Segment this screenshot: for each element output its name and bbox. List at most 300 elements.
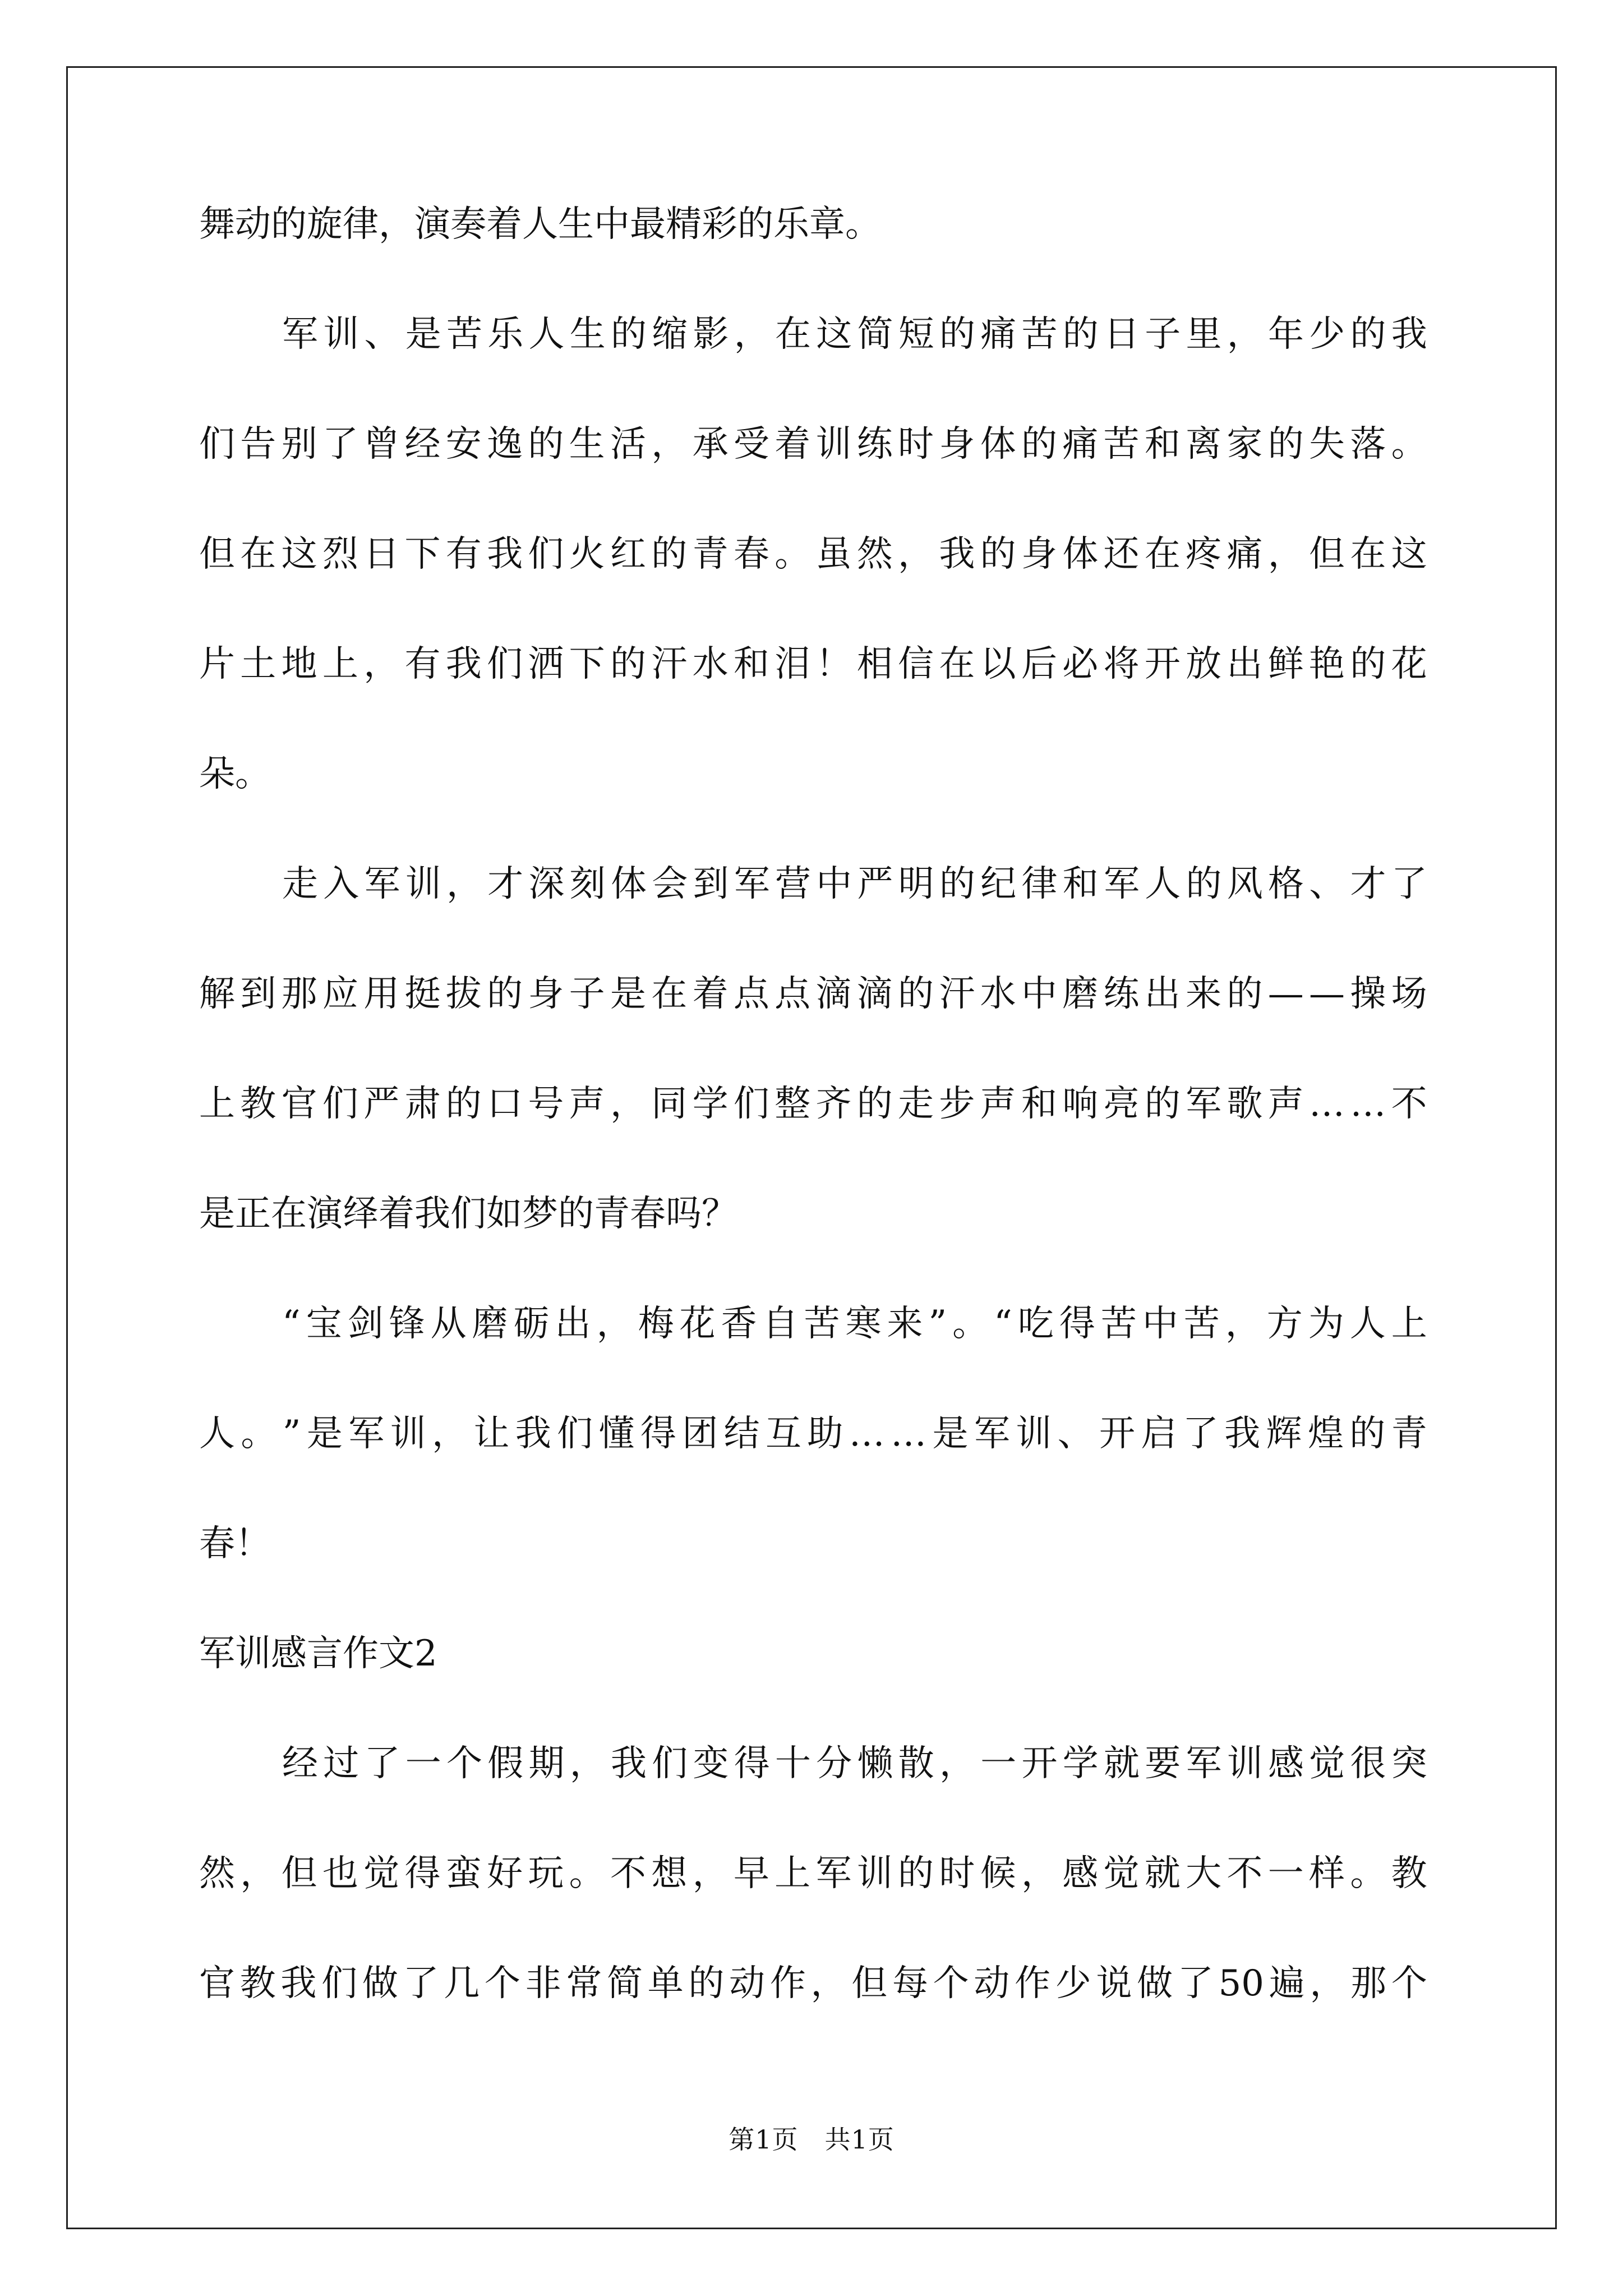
text-glyph: 教 <box>239 1963 276 2004</box>
text-glyph: 体 <box>980 424 1016 465</box>
text-glyph: 军 <box>348 1413 385 1455</box>
text-glyph: 风 <box>1227 863 1263 905</box>
text-glyph: 早 <box>733 1853 769 1894</box>
text-glyph: 才 <box>1350 863 1386 905</box>
text-glyph: 苦 <box>1103 424 1140 465</box>
text-glyph: 为 <box>1308 1303 1344 1345</box>
text-glyph: 汗 <box>939 973 975 1015</box>
text-glyph: 了 <box>1391 863 1427 905</box>
paragraph-line <box>199 642 1427 687</box>
text-glyph: 下 <box>404 533 441 575</box>
paragraph-line <box>199 532 1427 577</box>
text-glyph: 散 <box>898 1743 934 1784</box>
section-heading: 军训感言作文2 <box>199 1633 437 1674</box>
text-glyph: 滴 <box>856 973 893 1015</box>
paragraph-line <box>199 422 1427 467</box>
text-glyph: 入 <box>323 863 359 905</box>
text-glyph: 后 <box>1021 643 1057 685</box>
text-glyph: 懂 <box>598 1413 635 1455</box>
text-glyph: 变 <box>693 1743 729 1784</box>
text-glyph: 得 <box>640 1413 676 1455</box>
text-glyph: 们 <box>199 424 235 465</box>
text-glyph: 军 <box>1186 1743 1222 1784</box>
text-glyph: 经 <box>282 1743 318 1784</box>
text-glyph: 的 <box>939 863 975 905</box>
text-glyph: 律 <box>1021 863 1058 905</box>
paragraph-line <box>199 1082 1427 1126</box>
text-glyph: 声 <box>980 1083 1016 1125</box>
text-glyph: 。 <box>569 1853 605 1894</box>
text-glyph: — <box>1309 973 1345 1015</box>
text-glyph: 训 <box>1227 1743 1263 1784</box>
text-glyph: 苦 <box>1021 314 1058 355</box>
text-glyph: 假 <box>487 1743 524 1784</box>
text-glyph: 了 <box>403 1963 439 2004</box>
text-glyph: 军 <box>1186 1083 1222 1125</box>
text-glyph: ， <box>596 1303 633 1345</box>
text-glyph: 的 <box>1021 424 1057 465</box>
text-glyph: 不 <box>1227 1853 1263 1894</box>
text-glyph: 人 <box>1145 863 1181 905</box>
text-glyph: ” <box>282 1413 301 1455</box>
text-glyph: 做 <box>1137 1963 1173 2004</box>
text-glyph: 的 <box>487 973 523 1015</box>
text-glyph: 的 <box>1350 643 1386 685</box>
text-glyph: 场 <box>1391 973 1427 1015</box>
text-glyph: 助 <box>807 1413 843 1455</box>
text-glyph: 亮 <box>1103 1083 1140 1125</box>
page-border <box>66 66 1557 2229</box>
text-glyph: 才 <box>487 863 524 905</box>
text-glyph: 明 <box>898 863 934 905</box>
text-glyph: 以 <box>980 643 1016 685</box>
text-glyph: 会 <box>652 863 688 905</box>
text-glyph: 们 <box>652 1743 688 1784</box>
text-glyph: 是 <box>405 314 441 355</box>
text-glyph: 的 <box>1062 314 1099 355</box>
text-glyph: ！ <box>815 643 852 685</box>
text-glyph: 了 <box>322 424 358 465</box>
text-glyph: 肃 <box>404 1083 441 1125</box>
text-glyph: 个 <box>446 1743 482 1784</box>
text-glyph: 在 <box>651 973 688 1015</box>
text-glyph: 时 <box>898 424 934 465</box>
text-glyph: 承 <box>692 424 728 465</box>
text-glyph: 苦 <box>804 1303 840 1345</box>
text-glyph: 口 <box>487 1083 523 1125</box>
text-glyph: 一 <box>405 1743 441 1784</box>
text-glyph: 但 <box>1309 533 1345 575</box>
text-glyph: 我 <box>611 1743 647 1784</box>
text-glyph: 走 <box>282 863 318 905</box>
text-glyph: 学 <box>1062 1743 1099 1784</box>
text-glyph: 缩 <box>652 314 688 355</box>
text-glyph: 在 <box>775 314 811 355</box>
text-glyph: 虽 <box>815 533 852 575</box>
text-glyph: 每 <box>892 1963 928 2004</box>
text-glyph: 放 <box>1186 643 1222 685</box>
text-glyph: 就 <box>1144 1853 1181 1894</box>
text-glyph: 训 <box>405 863 441 905</box>
text-glyph: 的 <box>1267 424 1304 465</box>
text-glyph: 懒 <box>857 1743 893 1784</box>
text-glyph: 花 <box>1391 643 1427 685</box>
text-glyph: 汗 <box>651 643 688 685</box>
text-glyph: 方 <box>1266 1303 1303 1345</box>
text-glyph: ， <box>1225 1303 1261 1345</box>
text-glyph: 乐 <box>487 314 524 355</box>
text-glyph: 红 <box>610 533 646 575</box>
text-glyph: 纪 <box>980 863 1017 905</box>
text-glyph: 我 <box>1391 314 1427 355</box>
text-glyph: … <box>849 1413 885 1455</box>
text-glyph: 日 <box>363 533 400 575</box>
text-glyph: 还 <box>1103 533 1140 575</box>
text-glyph: 短 <box>898 314 934 355</box>
text-glyph: 然 <box>199 1853 235 1894</box>
text-line: 是正在演绎着我们如梦的青春吗？ <box>199 1193 737 1235</box>
text-glyph: 滴 <box>815 973 852 1015</box>
text-glyph: 声 <box>569 1083 605 1125</box>
text-glyph: 步 <box>939 1083 975 1125</box>
text-glyph: 磨 <box>472 1303 508 1345</box>
text-glyph: 但 <box>281 1853 317 1894</box>
text-glyph: 严 <box>363 1083 400 1125</box>
text-glyph: 教 <box>1391 1853 1427 1894</box>
text-glyph: 吃 <box>1017 1303 1054 1345</box>
text-glyph: 点 <box>774 973 811 1015</box>
text-glyph: 的 <box>611 314 647 355</box>
text-glyph: 鲜 <box>1267 643 1304 685</box>
text-glyph: 不 <box>610 1853 646 1894</box>
text-glyph: 香 <box>721 1303 757 1345</box>
text-glyph: 那 <box>1350 1963 1387 2004</box>
text-glyph: 中 <box>816 863 852 905</box>
text-glyph: 然 <box>856 533 893 575</box>
text-glyph: 告 <box>240 424 276 465</box>
text-glyph: 身 <box>939 424 975 465</box>
text-glyph: 将 <box>1103 643 1140 685</box>
text-glyph: 宝 <box>306 1303 342 1345</box>
text-glyph: 军 <box>974 1413 1010 1455</box>
text-glyph: 的 <box>856 1083 893 1125</box>
text-glyph: 砺 <box>513 1303 550 1345</box>
text-glyph: “ <box>994 1303 1012 1345</box>
text-glyph: 的 <box>445 1083 482 1125</box>
text-glyph: 简 <box>607 1963 643 2004</box>
text-glyph: 蛮 <box>445 1853 482 1894</box>
text-glyph: 在 <box>1350 533 1386 575</box>
text-glyph: 。 <box>774 533 811 575</box>
text-glyph: 地 <box>281 643 317 685</box>
text-glyph: 片 <box>199 643 235 685</box>
text-glyph: 烈 <box>322 533 358 575</box>
text-glyph: 苦 <box>1183 1303 1220 1345</box>
text-glyph: 这 <box>281 533 317 575</box>
text-glyph: 们 <box>557 1413 593 1455</box>
text-glyph: 出 <box>1144 973 1181 1015</box>
text-glyph: 也 <box>322 1853 358 1894</box>
text-glyph: 个 <box>933 1963 969 2004</box>
text-glyph: 磨 <box>1062 973 1099 1015</box>
text-glyph: ， <box>240 1853 276 1894</box>
text-glyph: 疼 <box>1186 533 1222 575</box>
text-glyph: 苦 <box>1100 1303 1137 1345</box>
text-glyph: ， <box>446 863 482 905</box>
text-glyph: 体 <box>611 863 647 905</box>
text-glyph: 那 <box>281 973 317 1015</box>
text-glyph: 子 <box>1145 314 1181 355</box>
text-glyph: 上 <box>774 1853 811 1894</box>
text-glyph: 春 <box>733 533 769 575</box>
text-glyph: 动 <box>729 1963 766 2004</box>
text-glyph: 官 <box>199 1963 235 2004</box>
text-glyph: 单 <box>647 1963 684 2004</box>
text-glyph: 应 <box>322 973 358 1015</box>
text-glyph: 开 <box>1144 643 1181 685</box>
text-glyph: 中 <box>1142 1303 1178 1345</box>
text-glyph: ， <box>610 1083 646 1125</box>
text-glyph: 。 <box>241 1413 277 1455</box>
text-glyph: 拔 <box>445 973 482 1015</box>
text-glyph: 这 <box>816 314 852 355</box>
text-glyph: 不 <box>1391 1083 1427 1125</box>
text-glyph: 在 <box>939 643 975 685</box>
text-glyph: ” <box>928 1303 947 1345</box>
text-glyph: 人 <box>528 314 565 355</box>
text-glyph: ， <box>692 1853 728 1894</box>
text-glyph: 花 <box>679 1303 716 1345</box>
text-glyph: 觉 <box>1309 1743 1345 1784</box>
text-glyph: 和 <box>1062 863 1099 905</box>
text-glyph: 。 <box>1391 424 1427 465</box>
text-glyph: 练 <box>856 424 893 465</box>
text-glyph: 但 <box>851 1963 888 2004</box>
text-glyph: 辉 <box>1266 1413 1302 1455</box>
paragraph-line <box>199 1741 1427 1786</box>
text-glyph: 泪 <box>774 643 811 685</box>
text-glyph: 觉 <box>1103 1853 1140 1894</box>
text-glyph: 上 <box>322 643 358 685</box>
text-glyph: 体 <box>1062 533 1099 575</box>
text-glyph: 上 <box>199 1083 235 1125</box>
text-glyph: 训 <box>390 1413 426 1455</box>
paragraph-line <box>199 312 1427 357</box>
text-glyph: 候 <box>980 1853 1016 1894</box>
text-glyph: 。 <box>952 1303 989 1345</box>
paragraph-line <box>199 1961 1427 2006</box>
text-glyph: 但 <box>199 533 235 575</box>
text-glyph: 军 <box>1104 863 1140 905</box>
text-glyph: 我 <box>515 1413 551 1455</box>
text-glyph: 出 <box>1227 643 1263 685</box>
text-glyph: 着 <box>774 424 811 465</box>
text-glyph: 失 <box>1309 424 1345 465</box>
text-glyph: 样 <box>1309 1853 1345 1894</box>
text-glyph: 有 <box>404 643 441 685</box>
text-glyph: 军 <box>734 863 770 905</box>
text-glyph: … <box>1309 1083 1345 1125</box>
text-glyph: 艳 <box>1309 643 1345 685</box>
text-glyph: 军 <box>815 1853 852 1894</box>
text-glyph: 们 <box>733 1083 769 1125</box>
text-glyph: 点 <box>733 973 769 1015</box>
text-glyph: 剑 <box>347 1303 384 1345</box>
text-glyph: 就 <box>1104 1743 1140 1784</box>
text-glyph: 经 <box>404 424 441 465</box>
text-glyph: 同 <box>651 1083 688 1125</box>
text-glyph: 和 <box>1144 424 1181 465</box>
text-glyph: 了 <box>1182 1413 1219 1455</box>
text-glyph: 着 <box>692 973 728 1015</box>
text-glyph: 们 <box>487 643 523 685</box>
text-glyph: 一 <box>980 1743 1017 1784</box>
text-glyph: 结 <box>723 1413 760 1455</box>
text-glyph: 来 <box>887 1303 923 1345</box>
text-glyph: 的 <box>1349 1413 1386 1455</box>
text-glyph: 离 <box>1186 424 1222 465</box>
text-glyph: 、 <box>364 314 400 355</box>
paragraph-line <box>199 1411 1427 1456</box>
text-glyph: 到 <box>240 973 276 1015</box>
text-glyph: 是 <box>306 1413 343 1455</box>
text-glyph: ， <box>1267 533 1304 575</box>
text-glyph: 响 <box>1062 1083 1099 1125</box>
text-glyph: 在 <box>240 533 276 575</box>
text-glyph: ， <box>1310 1963 1346 2004</box>
text-glyph: 挺 <box>404 973 441 1015</box>
text-glyph: 动 <box>974 1963 1010 2004</box>
text-glyph: 突 <box>1391 1743 1427 1784</box>
text-glyph: 一 <box>1267 1853 1304 1894</box>
text-glyph: 好 <box>487 1853 523 1894</box>
text-glyph: 训 <box>323 314 359 355</box>
text-glyph: 少 <box>1055 1963 1091 2004</box>
text-glyph: 训 <box>815 424 852 465</box>
text-glyph: 从 <box>430 1303 467 1345</box>
text-glyph: 我 <box>939 533 975 575</box>
text-glyph: 曾 <box>363 424 400 465</box>
text-glyph: 作 <box>1015 1963 1051 2004</box>
paragraph-line <box>199 862 1427 907</box>
text-glyph: 锋 <box>389 1303 425 1345</box>
text-glyph: 逸 <box>487 424 523 465</box>
text-glyph: 的 <box>980 533 1016 575</box>
text-glyph: 了 <box>1177 1963 1214 2004</box>
text-glyph: 启 <box>1141 1413 1177 1455</box>
text-glyph: 刻 <box>569 863 606 905</box>
text-glyph: 痛 <box>1227 533 1263 575</box>
text-glyph: 的 <box>1144 1083 1181 1125</box>
text-glyph: 声 <box>1267 1083 1304 1125</box>
text-glyph: 说 <box>1096 1963 1132 2004</box>
text-glyph: 和 <box>1021 1083 1057 1125</box>
text-glyph: … <box>891 1413 927 1455</box>
text-glyph: 格 <box>1268 863 1304 905</box>
text-glyph: 这 <box>1391 533 1427 575</box>
paragraph-line <box>199 1301 1427 1346</box>
text-glyph: 军 <box>282 314 318 355</box>
text-glyph: 必 <box>1062 643 1099 685</box>
text-glyph: 生 <box>569 314 606 355</box>
text-glyph: 觉 <box>363 1853 400 1894</box>
text-glyph: 受 <box>733 424 769 465</box>
text-glyph: 的 <box>939 314 975 355</box>
text-glyph: ， <box>569 1743 606 1784</box>
text-glyph: 的 <box>1186 863 1222 905</box>
text-glyph: 号 <box>528 1083 564 1125</box>
text-glyph: 互 <box>765 1413 801 1455</box>
text-line: 朵。 <box>199 753 271 795</box>
text-glyph: 过 <box>323 1743 359 1784</box>
paragraph-line <box>199 1851 1427 1896</box>
text-glyph: 土 <box>240 643 276 685</box>
text-glyph: 们 <box>322 1083 358 1125</box>
text-glyph: 身 <box>1021 533 1057 575</box>
text-glyph: ， <box>898 533 934 575</box>
page-footer: 第1页 共1页 <box>728 2124 895 2155</box>
text-glyph: 家 <box>1227 424 1263 465</box>
text-glyph: 教 <box>240 1083 276 1125</box>
text-glyph: 做 <box>362 1963 398 2004</box>
text-glyph: 用 <box>363 973 400 1015</box>
text-glyph: 青 <box>692 533 728 575</box>
text-glyph: 非 <box>525 1963 561 2004</box>
text-glyph: 齐 <box>815 1083 852 1125</box>
text-glyph: 营 <box>775 863 811 905</box>
text-glyph: 子 <box>569 973 605 1015</box>
text-glyph: 人 <box>1349 1303 1386 1345</box>
text-glyph: 时 <box>939 1853 975 1894</box>
text-glyph: 感 <box>1268 1743 1304 1784</box>
text-glyph: 下 <box>569 643 605 685</box>
text-glyph: 人 <box>199 1413 235 1455</box>
text-glyph: 开 <box>1099 1413 1135 1455</box>
text-glyph: 学 <box>692 1083 728 1125</box>
text-glyph: 的 <box>898 1853 934 1894</box>
text-glyph: 军 <box>364 863 400 905</box>
text-glyph: 整 <box>774 1083 811 1125</box>
text-glyph: ， <box>431 1413 468 1455</box>
text-glyph: 苦 <box>446 314 482 355</box>
text-glyph: 得 <box>404 1853 441 1894</box>
text-glyph: 、 <box>1309 863 1345 905</box>
text-glyph: 的 <box>688 1963 725 2004</box>
text-glyph: 训 <box>1016 1413 1052 1455</box>
text-glyph: 生 <box>569 424 605 465</box>
text-glyph: 落 <box>1350 424 1386 465</box>
text-glyph: 的 <box>1227 973 1263 1015</box>
text-glyph: … <box>1350 1083 1386 1125</box>
text-glyph: 在 <box>1144 533 1181 575</box>
text-glyph: 歌 <box>1227 1083 1263 1125</box>
text-glyph: 别 <box>281 424 317 465</box>
text-glyph: 解 <box>199 973 235 1015</box>
text-glyph: 大 <box>1186 1853 1222 1894</box>
text-glyph: 梅 <box>638 1303 674 1345</box>
text-glyph: ， <box>651 424 688 465</box>
text-glyph: 青 <box>1391 1413 1427 1455</box>
text-glyph: 期 <box>528 1743 565 1784</box>
text-glyph: 常 <box>566 1963 602 2004</box>
text-glyph: 要 <box>1145 1743 1181 1784</box>
text-glyph: 几 <box>444 1963 480 2004</box>
text-glyph: 到 <box>693 863 729 905</box>
text-glyph: 的 <box>528 424 564 465</box>
text-glyph: 身 <box>528 973 564 1015</box>
text-glyph: 玩 <box>528 1853 564 1894</box>
text-glyph: 影 <box>693 314 729 355</box>
